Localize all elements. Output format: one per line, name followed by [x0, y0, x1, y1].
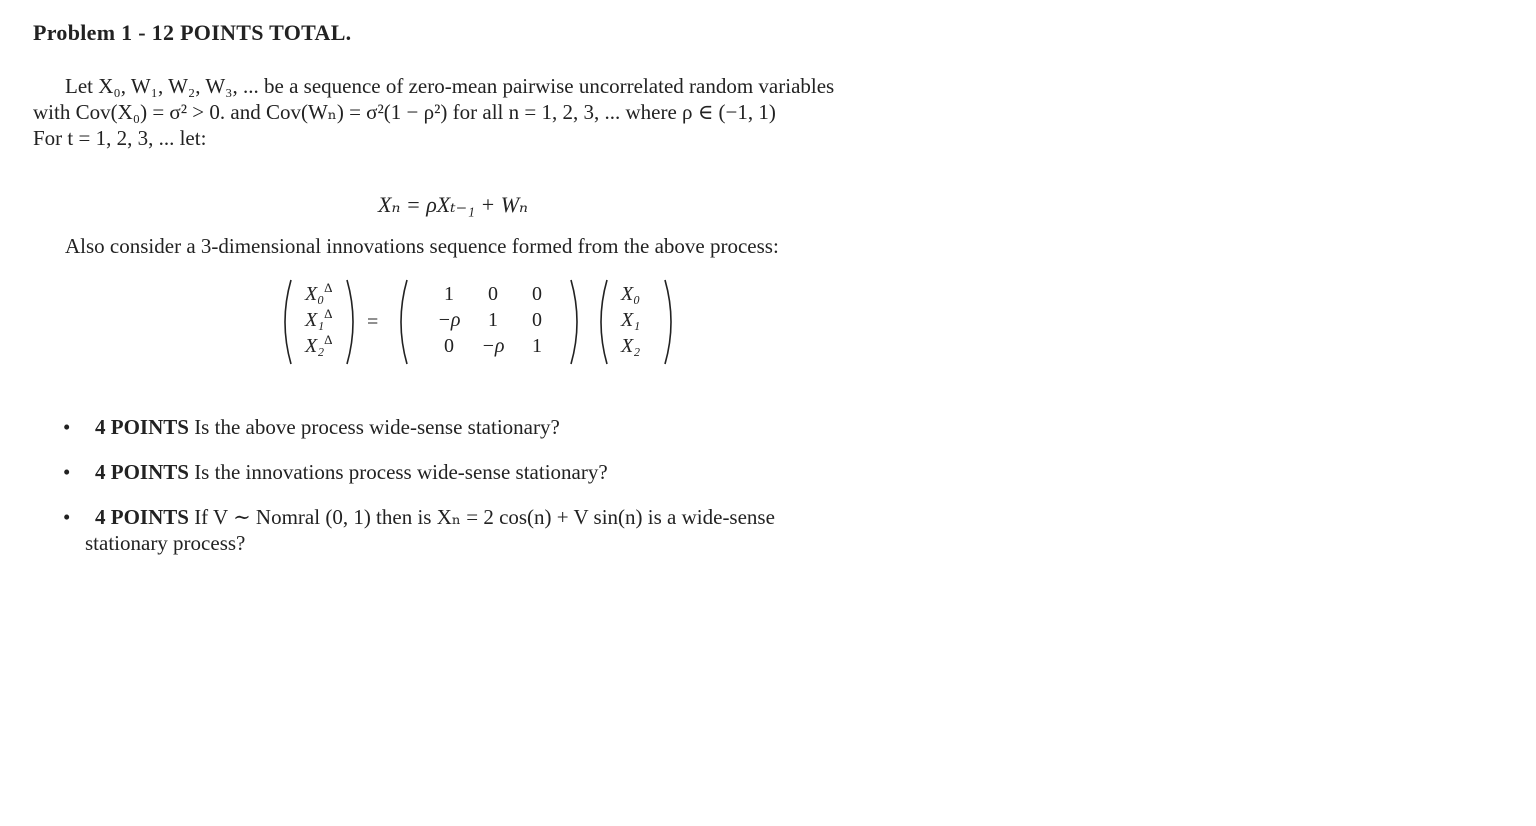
matrix-left-paren [401, 280, 407, 364]
matrix-cell-2-1: −ρ [481, 335, 505, 357]
lhs-entry-1: X₁$^\Delta$ [305, 306, 333, 331]
question-text: Is the innovations process wide-sense stationary? [194, 460, 608, 484]
matrix-equation-svg [281, 276, 681, 368]
lhs-right-paren [347, 280, 353, 364]
points-label: 4 POINTS [95, 505, 189, 529]
matrix-cell-2-2: 1 [532, 335, 542, 357]
intro-paragraph [33, 73, 893, 151]
lhs-entry-0: X₀$^\Delta$ [305, 280, 333, 305]
innovations-sentence: Also consider a 3-dimensional innovations sequence formed from the above process: [65, 234, 779, 258]
matrix-cell-0-0: 1 [444, 283, 454, 305]
question-text-continuation: stationary process? [85, 531, 246, 555]
question-item-1 [33, 414, 893, 440]
matrix-equation [281, 276, 641, 368]
equals-sign: = [367, 311, 379, 333]
points-label: 4 POINTS [95, 415, 189, 439]
lhs-entry-2: X₂$^\Delta$ [305, 332, 333, 357]
rhs-left-paren [601, 280, 607, 364]
matrix-cell-1-0: −ρ [437, 309, 461, 331]
bullet-dot: • [63, 415, 71, 439]
matrix-cells [437, 283, 542, 357]
document-page [33, 18, 893, 555]
intro-line-1: Let X₀, W₁, W₂, W₃, ... be a sequence of zero-mean pairwise uncorrelated random variables [65, 74, 835, 98]
question-item-3 [33, 504, 893, 556]
matrix-cell-0-2: 0 [532, 283, 542, 305]
bullet-dot: • [63, 505, 71, 529]
matrix-right-paren [571, 280, 577, 364]
problem-title: Problem 1 - 12 POINTS TOTAL. [33, 20, 352, 45]
matrix-cell-1-2: 0 [532, 309, 542, 331]
points-label: 4 POINTS [95, 460, 189, 484]
matrix-cell-1-1: 1 [488, 309, 498, 331]
question-list [33, 414, 893, 575]
rhs-entry-1: X₁ [621, 309, 641, 331]
rhs-entry-2: X₂ [621, 335, 641, 357]
question-text: Is the above process wide-sense stationary? [194, 415, 560, 439]
intro-line-2: with Cov(X₀) = σ² > 0. and Cov(Wₙ) = σ²(1 − ρ²) for all n = 1, 2, 3, ... where ρ ∈ (−1, 1) [33, 100, 776, 124]
intro-line-3: For t = 1, 2, 3, ... let: [33, 126, 207, 150]
question-text: If V ∼ Nomral (0, 1) then is Xₙ = 2 cos(n) + V sin(n) is a wide-sense [194, 505, 775, 529]
matrix-cell-0-1: 0 [488, 283, 498, 305]
rhs-right-paren [665, 280, 671, 364]
rhs-entry-0: X₀ [621, 283, 641, 305]
bullet-dot: • [63, 460, 71, 484]
matrix-cell-2-0: 0 [444, 335, 454, 357]
process-equation: Xₙ = ρXₜ₋₁ + Wₙ [378, 192, 528, 217]
lhs-left-paren [285, 280, 291, 364]
question-item-2 [33, 459, 893, 485]
